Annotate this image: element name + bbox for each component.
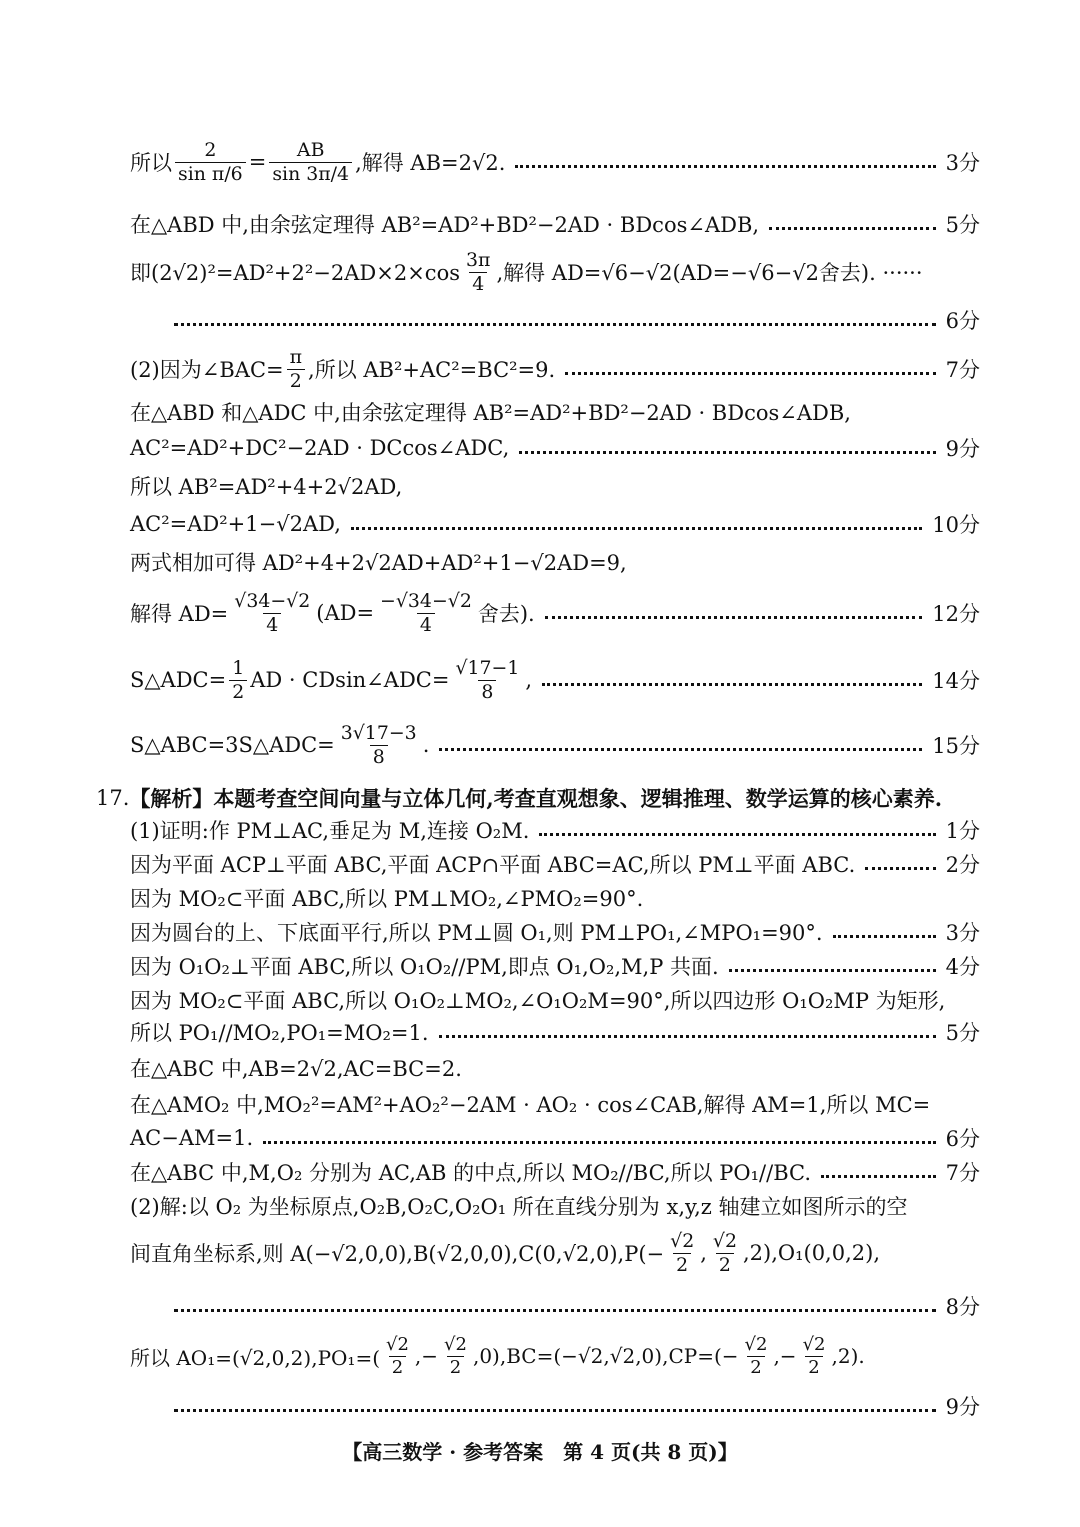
dot-leader	[439, 748, 922, 751]
answer-line: AC²=AD²+DC²−2AD · DCcos∠ADC, 9分	[130, 428, 980, 468]
dot-leader	[545, 616, 923, 619]
dot-leader	[174, 323, 936, 326]
score-label: 5分	[945, 1021, 980, 1045]
answer-line	[130, 1386, 980, 1426]
dot-leader	[515, 165, 935, 168]
dot-leader	[351, 527, 922, 530]
score-label: 12分	[932, 602, 980, 626]
fraction: $\frac{2}{\text{sin π/6}}$	[175, 139, 246, 185]
score-label: 2分	[945, 853, 980, 877]
answer-line	[130, 204, 980, 244]
answer-line: S△ABC=3S△ADC= $\frac{3√17-3}{8}$ . 15分	[130, 721, 980, 768]
answer-line	[130, 300, 980, 340]
fraction: $\frac{√2}{2}$	[444, 1333, 467, 1378]
score-label: 9分	[945, 437, 980, 461]
answer-line: 因为 MO₂⊂平面 ABC,所以 PM⊥MO₂,∠PMO₂=90°.	[130, 887, 644, 911]
answer-line: 在△ABD 和△ADC 中,由余弦定理得 AB²=AD²+BD²−2AD · BDcos∠ADB,	[130, 401, 851, 425]
fraction: $\frac{3\pi}{4}$	[466, 248, 491, 295]
answer-line: 在△AMO₂ 中,MO₂²=AM²+AO₂²−2AM · AO₂ · cos∠CAB,解得 AM=1,所以 MC=	[130, 1093, 931, 1117]
answer-line: (2)解:以 O₂ 为坐标原点,O₂B,O₂C,O₂O₁ 所在直线分别为 x,y,z 轴建立如图所示的空	[130, 1195, 908, 1219]
fraction: $\frac{√2}{2}$	[712, 1229, 737, 1276]
answer-line: AC−AM=1. 6分	[130, 1118, 980, 1158]
dot-leader	[729, 969, 936, 972]
answer-line: 在△ABC 中,AB=2√2,AC=BC=2.	[130, 1057, 462, 1081]
answer-line: AC²=AD²+1−√2AD, 10分	[130, 504, 980, 544]
dot-leader	[539, 833, 935, 836]
fraction: $\frac{1}{2}$	[229, 657, 247, 703]
score-label: 8分	[945, 1295, 980, 1319]
fraction: $\frac{√17-1}{8}$	[455, 656, 520, 703]
score-label: 3分	[945, 921, 980, 945]
fraction: $\frac{\pi}{2}$	[287, 346, 305, 392]
fraction: $\frac{√2}{2}$	[670, 1229, 695, 1276]
score-label: 3分	[945, 151, 980, 175]
score-label: 6分	[945, 1127, 980, 1151]
answer-line: 在△ABC 中,M,O₂ 分别为 AC,AB 的中点,所以 MO₂//BC,所以 PO₁//BC. 7分	[130, 1152, 980, 1192]
answer-line: 所以 $\frac{2}{\text{sin π/6}}$ = $\frac{AB}{\sin 3\pi/4}$ ,解得 AB=2√2. 3分	[130, 138, 980, 185]
fraction: $\frac{√2}{2}$	[802, 1333, 826, 1378]
answer-line: 解得 AD= $\frac{√34-√2}{4}$ (AD= $\frac{-√34-√2}{4}$ 舍去). 12分	[130, 589, 980, 636]
answer-line: 两式相加可得 AD²+4+2√2AD+AD²+1−√2AD=9,	[130, 551, 627, 575]
answer-line: 所以 AB²=AD²+4+2√2AD,	[130, 475, 403, 499]
dot-leader	[519, 451, 935, 454]
fraction: $\frac{√2}{2}$	[386, 1333, 409, 1378]
answer-line: (2)因为∠BAC= $\frac{\pi}{2}$ ,所以 AB²+AC²=BC²=9. 7分	[130, 345, 980, 392]
score-label: 14分	[932, 669, 980, 693]
fraction: $\frac{√2}{2}$	[744, 1333, 768, 1378]
dot-leader	[174, 1409, 936, 1412]
dot-leader	[439, 1035, 936, 1038]
answer-line: 所以 AO₁=(√2,0,2),PO₁=( $\frac{√2}{2}$ ,− $\frac{√2}{2}$ ,0),BC=(−√2,√2,0),CP=(− $\frac{√2}{2}$ ,− $\frac{√2}{2}$ ,2).	[130, 1333, 865, 1378]
answer-line: 所以 PO₁//MO₂,PO₁=MO₂=1. 5分	[130, 1012, 980, 1052]
page-footer: 【高三数学 · 参考答案 第 4 页(共 8 页)】	[342, 1440, 738, 1464]
answer-line: 即(2√2)²=AD²+2²−2AD×2×cos $\frac{3\pi}{4}$ ,解得 AD=√6−√2(AD=−√6−√2舍去). ······	[130, 248, 923, 295]
fraction: $\frac{AB}{\sin 3\pi/4}$	[269, 139, 352, 185]
answer-line: 因为 MO₂⊂平面 ABC,所以 O₁O₂⊥MO₂,∠O₁O₂M=90°,所以四边形 O₁O₂MP 为矩形,	[130, 989, 946, 1013]
line-text: 在△ABD 中,由余弦定理得 AB²=AD²+BD²−2AD · BDcos∠ADB,	[130, 213, 760, 237]
score-label: 4分	[945, 955, 980, 979]
dot-leader	[174, 1309, 936, 1312]
dot-leader	[821, 1175, 936, 1178]
dot-leader	[865, 867, 935, 870]
dot-leader	[542, 683, 922, 686]
score-label: 7分	[945, 358, 980, 382]
question-header: 17. 【解析】本题考查空间向量与立体几何,考查直观想象、逻辑推理、数学运算的核心素养.	[96, 786, 943, 811]
dot-leader	[769, 227, 936, 230]
dot-leader	[833, 935, 936, 938]
answer-line: 因为 O₁O₂⊥平面 ABC,所以 O₁O₂//PM,即点 O₁,O₂,M,P 共面. 4分	[130, 946, 980, 986]
score-label: 7分	[945, 1161, 980, 1185]
fraction: $\frac{√34-√2}{4}$	[234, 589, 311, 636]
dot-leader	[263, 1141, 935, 1144]
dot-leader	[565, 372, 935, 375]
line-text: 所以	[130, 151, 172, 175]
answer-line: (1)证明:作 PM⊥AC,垂足为 M,连接 O₂M. 1分	[130, 810, 980, 850]
fraction: $\frac{3√17-3}{8}$	[340, 721, 417, 768]
score-label: 1分	[945, 819, 980, 843]
answer-line: 间直角坐标系,则 A(−√2,0,0),B(√2,0,0),C(0,√2,0),P(− $\frac{√2}{2}$ , $\frac{√2}{2}$ ,2),O₁(0,0,2),	[130, 1229, 881, 1276]
answer-line	[130, 1286, 980, 1326]
answer-line: 因为圆台的上、下底面平行,所以 PM⊥圆 O₁,则 PM⊥PO₁,∠MPO₁=90°. 3分	[130, 912, 980, 952]
score-label: 10分	[932, 513, 980, 537]
score-label: 15分	[932, 734, 980, 758]
fraction: $\frac{-√34-√2}{4}$	[380, 589, 472, 636]
answer-line: S△ADC= $\frac{1}{2}$ AD · CDsin∠ADC= $\frac{√17-1}{8}$ , 14分	[130, 656, 980, 703]
score-label: 6分	[945, 309, 980, 333]
score-label: 5分	[945, 213, 980, 237]
score-label: 9分	[945, 1395, 980, 1419]
answer-line: 因为平面 ACP⊥平面 ABC,平面 ACP∩平面 ABC=AC,所以 PM⊥平面 ABC. 2分	[130, 844, 980, 884]
